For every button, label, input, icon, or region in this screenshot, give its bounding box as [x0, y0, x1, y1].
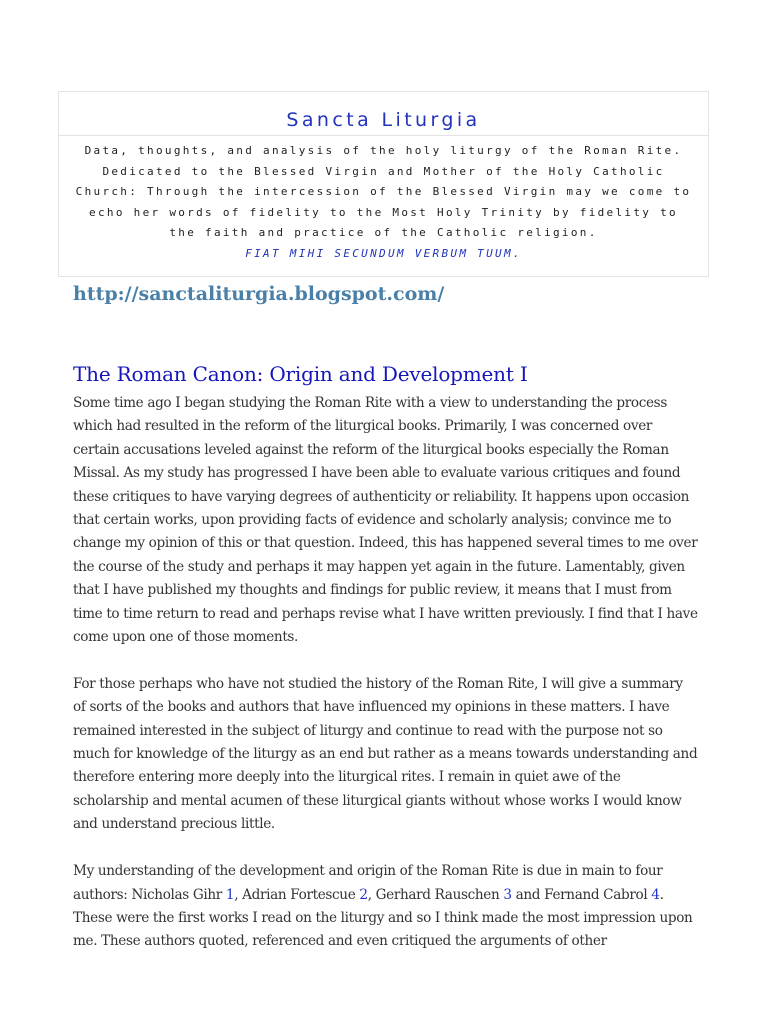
paragraph-text: and Fernand Cabrol [511, 886, 652, 903]
blog-url-link[interactable]: http://sanctaliturgia.blogspot.com/ [73, 283, 445, 305]
post-title[interactable]: The Roman Canon: Origin and Development I [73, 362, 528, 386]
paragraph-text: , Gerhard Rauschen [367, 886, 504, 903]
footnote-link-2[interactable]: 2 [359, 886, 368, 903]
post-body [73, 392, 698, 977]
post-paragraph-1: Some time ago I began studying the Roman Rite with a view to understanding the process which had resulted in the reform of the liturgical books. Primarily, I was concerned over certain accusations leveled against the reform of the liturgical books especially the Roman Missal. As my study has progressed I have been able to evaluate various critiques and found these critiques to have varying degrees of authenticity or reliability. It happens upon occasion that certain works, upon providing facts of evidence and scholarly analysis; convince me to change my opinion of this or that question. Indeed, this has happened several times to me over the course of the study and perhaps it may happen yet again in the future. Lamentably, given that I have published my thoughts and findings for public review, it means that I must from time to time return to read and perhaps revise what I have written previously. I find that I have come upon one of those moments. [73, 395, 698, 646]
footnote-link-1[interactable]: 1 [225, 886, 235, 903]
site-title[interactable]: Sancta Liturgia [286, 109, 481, 131]
blog-header [58, 91, 709, 277]
paragraph-text: , Adrian Fortescue [234, 886, 360, 903]
site-description [73, 141, 694, 264]
site-description-text: Data, thoughts, and analysis of the holy liturgy of the Roman Rite. Dedicated to the Blessed Virgin and Mother of the Holy Catholic Church: Through the intercession of the Blessed Virgin may we come to echo her words of fidelity to the Most Holy Trinity by fidelity to the faith and practice of the Catholic religion. [75, 144, 692, 239]
paragraph-text: My understanding of the development and origin of the Roman Rite is due in main to four authors: Nicholas Gihr [73, 863, 663, 903]
paragraph-text: . These were the first works I read on the liturgy and so I think made the most impression upon me. These authors quoted, referenced and even critiqued the arguments of other [73, 886, 693, 950]
footnote-link-3[interactable]: 3 [503, 886, 512, 903]
header-divider [59, 135, 708, 136]
footnote-link-4[interactable]: 4 [651, 886, 660, 903]
post-paragraph-3 [73, 860, 698, 954]
post-paragraph-2: For those perhaps who have not studied the history of the Roman Rite, I will give a summary of sorts of the books and authors that have influenced my opinions in these matters. I have remained interested in the subject of liturgy and continue to read with the purpose not so much for knowledge of the liturgy as an end but rather as a means towards understanding and therefore entering more deeply into the liturgical rites. I remain in quiet awe of the scholarship and mental acumen of these liturgical giants without whose works I would know and understand precious little. [73, 675, 698, 833]
site-motto: FIAT MIHI SECUNDUM VERBUM TUUM. [245, 246, 522, 260]
